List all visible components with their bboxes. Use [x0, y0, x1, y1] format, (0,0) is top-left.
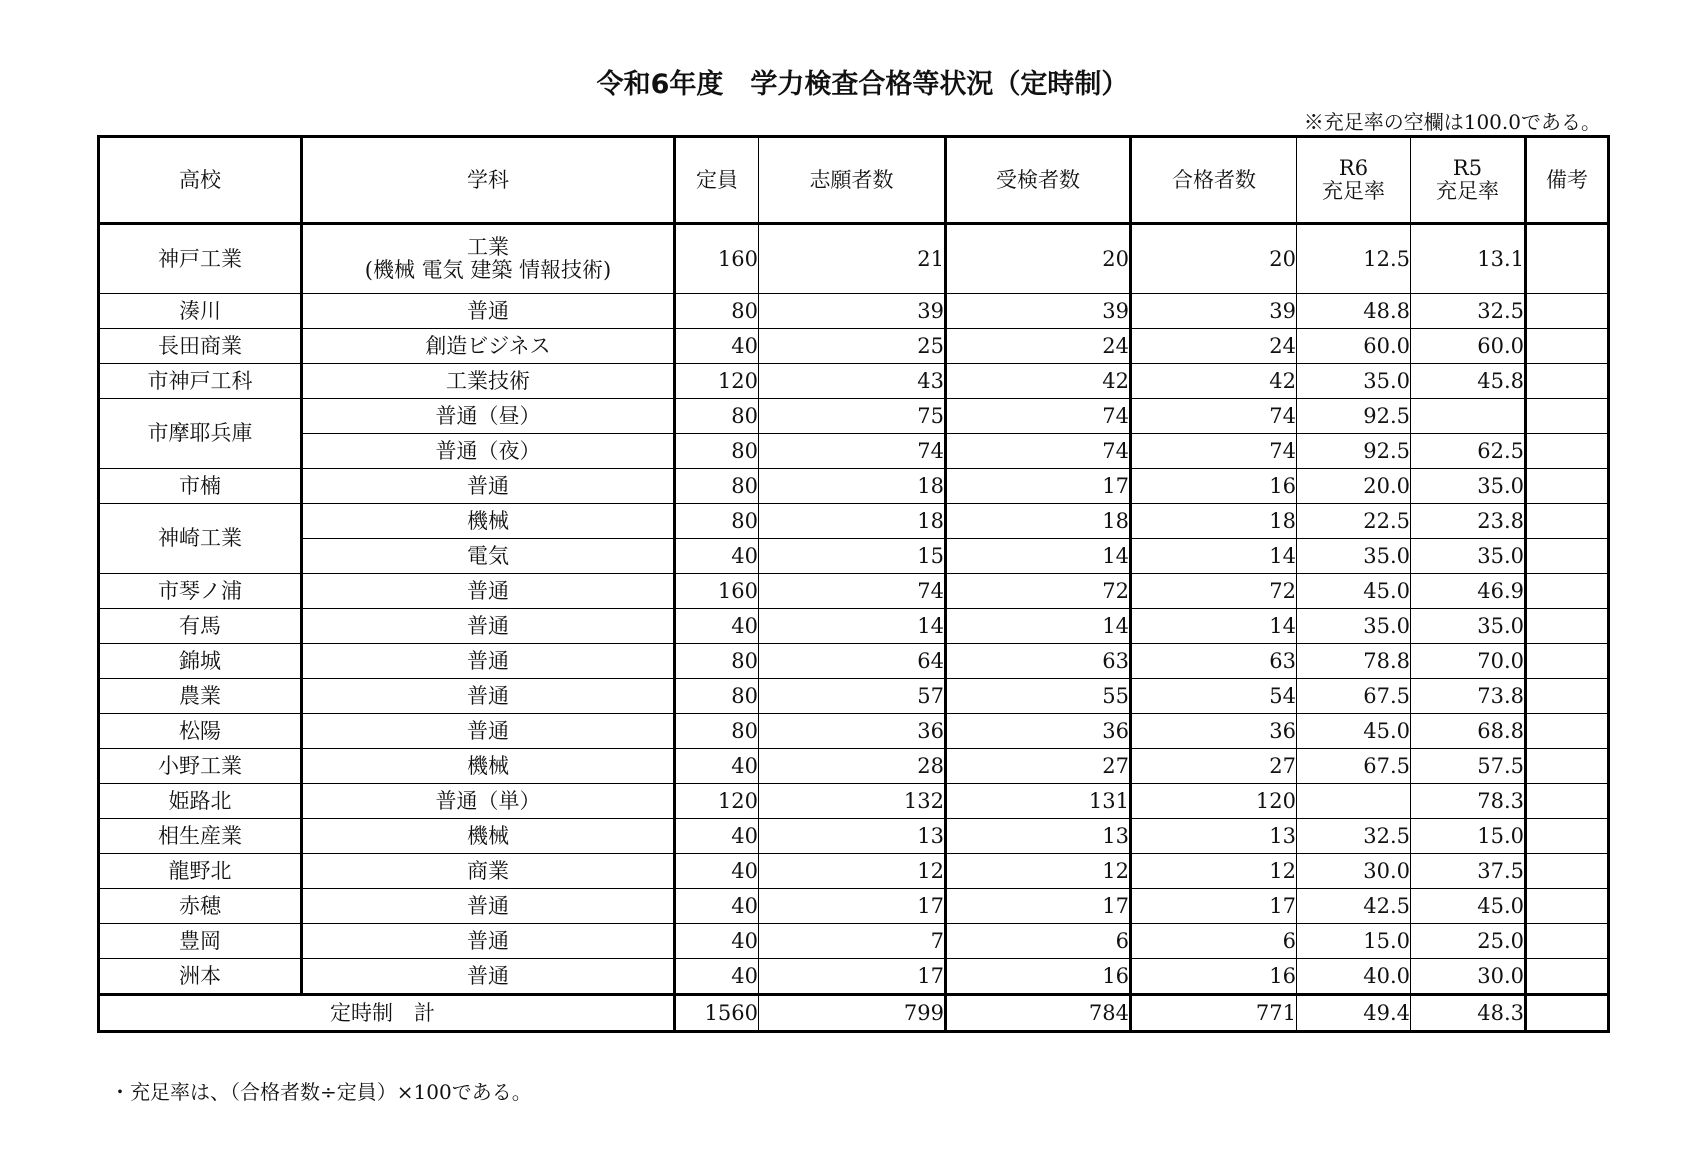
remarks-cell	[1526, 924, 1609, 959]
dept-cell: 普通（単）	[302, 784, 675, 819]
header-r6-rate: 充足率	[1322, 179, 1385, 203]
applicants-cell: 18	[759, 504, 946, 539]
passed-cell: 16	[1131, 959, 1297, 995]
applicants-cell: 74	[759, 434, 946, 469]
dept-cell: 商業	[302, 854, 675, 889]
r5-rate-cell: 30.0	[1411, 959, 1526, 995]
table-row	[99, 959, 1609, 995]
dept-cell: 機械	[302, 749, 675, 784]
table-row	[99, 434, 1609, 469]
remarks-cell	[1526, 679, 1609, 714]
passed-cell: 14	[1131, 539, 1297, 574]
remarks-cell	[1526, 574, 1609, 609]
table-row	[99, 854, 1609, 889]
remarks-cell	[1526, 469, 1609, 504]
r6-rate-cell: 15.0	[1297, 924, 1411, 959]
r5-rate-cell: 60.0	[1411, 329, 1526, 364]
total-label-text: 定時制 計	[330, 1000, 435, 1025]
passed-cell: 74	[1131, 434, 1297, 469]
table-row	[99, 364, 1609, 399]
remarks-cell	[1526, 889, 1609, 924]
total-r6-rate: 49.4	[1297, 995, 1411, 1032]
school-cell: 龍野北	[99, 854, 302, 889]
school-cell: 神崎工業	[99, 504, 302, 574]
applicants-cell: 57	[759, 679, 946, 714]
capacity-cell: 40	[675, 609, 759, 644]
capacity-cell: 40	[675, 959, 759, 995]
table-row	[99, 784, 1609, 819]
examinees-cell: 20	[946, 224, 1131, 294]
r6-rate-cell: 48.8	[1297, 294, 1411, 329]
dept-cell: 普通	[302, 574, 675, 609]
table-row	[99, 819, 1609, 854]
applicants-cell: 28	[759, 749, 946, 784]
r6-rate-cell: 20.0	[1297, 469, 1411, 504]
results-table	[97, 135, 1610, 1033]
header-capacity: 定員	[675, 137, 759, 224]
school-cell: 神戸工業	[99, 224, 302, 294]
dept-cell: 機械	[302, 504, 675, 539]
examinees-cell: 24	[946, 329, 1131, 364]
capacity-cell: 120	[675, 784, 759, 819]
table-row	[99, 609, 1609, 644]
formula-note: ・充足率は、（合格者数÷定員）×100である。	[110, 1080, 532, 1104]
r5-rate-cell: 62.5	[1411, 434, 1526, 469]
header-row	[99, 137, 1609, 224]
dept-subline: (機械 電気 建築 情報技術)	[364, 258, 612, 282]
examinees-cell: 6	[946, 924, 1131, 959]
passed-cell: 120	[1131, 784, 1297, 819]
total-label	[99, 995, 675, 1032]
school-cell: 相生産業	[99, 819, 302, 854]
r5-rate-cell: 35.0	[1411, 469, 1526, 504]
dept-line: 工業	[467, 235, 509, 259]
examinees-cell: 16	[946, 959, 1131, 995]
remarks-cell	[1526, 329, 1609, 364]
examinees-cell: 17	[946, 889, 1131, 924]
total-passed: 771	[1131, 995, 1297, 1032]
applicants-cell: 25	[759, 329, 946, 364]
dept-cell: 普通	[302, 889, 675, 924]
remarks-cell	[1526, 434, 1609, 469]
r6-rate-cell: 92.5	[1297, 434, 1411, 469]
r5-rate-cell: 70.0	[1411, 644, 1526, 679]
table-row	[99, 574, 1609, 609]
applicants-cell: 75	[759, 399, 946, 434]
applicants-cell: 15	[759, 539, 946, 574]
examinees-cell: 18	[946, 504, 1131, 539]
r6-rate-cell: 78.8	[1297, 644, 1411, 679]
r5-rate-cell: 57.5	[1411, 749, 1526, 784]
r5-rate-cell: 68.8	[1411, 714, 1526, 749]
dept-cell: 普通	[302, 924, 675, 959]
header-applicants: 志願者数	[759, 137, 946, 224]
capacity-cell: 80	[675, 294, 759, 329]
r5-rate-cell: 37.5	[1411, 854, 1526, 889]
dept-cell: 創造ビジネス	[302, 329, 675, 364]
remarks-cell	[1526, 294, 1609, 329]
capacity-cell: 80	[675, 714, 759, 749]
passed-cell: 24	[1131, 329, 1297, 364]
header-r6	[1297, 137, 1411, 224]
capacity-cell: 80	[675, 399, 759, 434]
dept-cell: 普通	[302, 679, 675, 714]
applicants-cell: 17	[759, 959, 946, 995]
dept-cell: 機械	[302, 819, 675, 854]
capacity-cell: 80	[675, 434, 759, 469]
dept-cell: 電気	[302, 539, 675, 574]
remarks-cell	[1526, 539, 1609, 574]
r5-rate-cell: 73.8	[1411, 679, 1526, 714]
table-row	[99, 749, 1609, 784]
r6-rate-cell: 67.5	[1297, 749, 1411, 784]
passed-cell: 17	[1131, 889, 1297, 924]
dept-cell: 普通	[302, 294, 675, 329]
examinees-cell: 36	[946, 714, 1131, 749]
r5-rate-cell: 35.0	[1411, 539, 1526, 574]
capacity-cell: 40	[675, 889, 759, 924]
remarks-cell	[1526, 784, 1609, 819]
passed-cell: 16	[1131, 469, 1297, 504]
examinees-cell: 13	[946, 819, 1131, 854]
applicants-cell: 14	[759, 609, 946, 644]
examinees-cell: 14	[946, 609, 1131, 644]
table-row	[99, 679, 1609, 714]
header-r5-year: R5	[1452, 156, 1483, 180]
r6-rate-cell: 35.0	[1297, 539, 1411, 574]
applicants-cell: 17	[759, 889, 946, 924]
r5-rate-cell: 25.0	[1411, 924, 1526, 959]
header-r6-year: R6	[1338, 156, 1369, 180]
applicants-cell: 7	[759, 924, 946, 959]
examinees-cell: 42	[946, 364, 1131, 399]
header-dept: 学科	[302, 137, 675, 224]
r6-rate-cell: 60.0	[1297, 329, 1411, 364]
applicants-cell: 21	[759, 224, 946, 294]
table-row	[99, 924, 1609, 959]
r6-rate-cell	[1297, 784, 1411, 819]
school-cell: 洲本	[99, 959, 302, 995]
applicants-cell: 12	[759, 854, 946, 889]
examinees-cell: 74	[946, 399, 1131, 434]
total-row	[99, 995, 1609, 1032]
school-cell: 錦城	[99, 644, 302, 679]
applicants-cell: 13	[759, 819, 946, 854]
remarks-cell	[1526, 399, 1609, 434]
table-row	[99, 889, 1609, 924]
applicants-cell: 74	[759, 574, 946, 609]
school-cell: 松陽	[99, 714, 302, 749]
table-row	[99, 644, 1609, 679]
passed-cell: 42	[1131, 364, 1297, 399]
capacity-cell: 40	[675, 329, 759, 364]
examinees-cell: 17	[946, 469, 1131, 504]
remarks-cell	[1526, 714, 1609, 749]
total-remarks	[1526, 995, 1609, 1032]
remarks-cell	[1526, 819, 1609, 854]
passed-cell: 54	[1131, 679, 1297, 714]
table-row	[99, 714, 1609, 749]
capacity-cell: 160	[675, 224, 759, 294]
header-r5	[1411, 137, 1526, 224]
dept-cell: 普通	[302, 609, 675, 644]
capacity-cell: 80	[675, 679, 759, 714]
r6-rate-cell: 32.5	[1297, 819, 1411, 854]
school-cell: 姫路北	[99, 784, 302, 819]
table-row	[99, 469, 1609, 504]
table-row	[99, 539, 1609, 574]
passed-cell: 18	[1131, 504, 1297, 539]
r6-rate-cell: 12.5	[1297, 224, 1411, 294]
table-row	[99, 504, 1609, 539]
dept-cell: 普通（夜）	[302, 434, 675, 469]
passed-cell: 36	[1131, 714, 1297, 749]
passed-cell: 6	[1131, 924, 1297, 959]
remarks-cell	[1526, 224, 1609, 294]
dept-cell	[302, 224, 675, 294]
applicants-cell: 36	[759, 714, 946, 749]
capacity-cell: 40	[675, 539, 759, 574]
header-r5-rate: 充足率	[1436, 179, 1499, 203]
r5-rate-cell: 35.0	[1411, 609, 1526, 644]
passed-cell: 63	[1131, 644, 1297, 679]
remarks-cell	[1526, 644, 1609, 679]
remarks-cell	[1526, 749, 1609, 784]
r5-rate-cell: 45.8	[1411, 364, 1526, 399]
r5-rate-cell: 46.9	[1411, 574, 1526, 609]
dept-cell: 普通	[302, 959, 675, 995]
school-cell: 長田商業	[99, 329, 302, 364]
dept-cell: 普通	[302, 644, 675, 679]
passed-cell: 12	[1131, 854, 1297, 889]
school-cell: 豊岡	[99, 924, 302, 959]
r6-rate-cell: 45.0	[1297, 574, 1411, 609]
passed-cell: 74	[1131, 399, 1297, 434]
total-applicants: 799	[759, 995, 946, 1032]
r5-rate-cell	[1411, 399, 1526, 434]
examinees-cell: 14	[946, 539, 1131, 574]
school-cell: 市楠	[99, 469, 302, 504]
r5-rate-cell: 32.5	[1411, 294, 1526, 329]
table-row	[99, 294, 1609, 329]
passed-cell: 20	[1131, 224, 1297, 294]
remarks-cell	[1526, 364, 1609, 399]
school-cell: 市神戸工科	[99, 364, 302, 399]
passed-cell: 39	[1131, 294, 1297, 329]
school-cell: 農業	[99, 679, 302, 714]
examinees-cell: 27	[946, 749, 1131, 784]
examinees-cell: 55	[946, 679, 1131, 714]
r6-rate-cell: 92.5	[1297, 399, 1411, 434]
remarks-cell	[1526, 854, 1609, 889]
school-cell: 市摩耶兵庫	[99, 399, 302, 469]
school-cell: 湊川	[99, 294, 302, 329]
applicants-cell: 132	[759, 784, 946, 819]
header-examinees: 受検者数	[946, 137, 1131, 224]
r6-rate-cell: 35.0	[1297, 364, 1411, 399]
dept-cell: 普通（昼）	[302, 399, 675, 434]
dept-cell: 工業技術	[302, 364, 675, 399]
examinees-cell: 12	[946, 854, 1131, 889]
capacity-cell: 40	[675, 924, 759, 959]
capacity-cell: 80	[675, 504, 759, 539]
header-school: 高校	[99, 137, 302, 224]
blank-cell-note: ※充足率の空欄は100.0である。	[1303, 110, 1601, 134]
school-cell: 市琴ノ浦	[99, 574, 302, 609]
r5-rate-cell: 78.3	[1411, 784, 1526, 819]
passed-cell: 27	[1131, 749, 1297, 784]
total-examinees: 784	[946, 995, 1131, 1032]
page-title: 令和6年度 学力検査合格等状況（定時制）	[596, 69, 1129, 100]
passed-cell: 13	[1131, 819, 1297, 854]
capacity-cell: 40	[675, 749, 759, 784]
r5-rate-cell: 45.0	[1411, 889, 1526, 924]
school-cell: 赤穂	[99, 889, 302, 924]
examinees-cell: 63	[946, 644, 1131, 679]
remarks-cell	[1526, 504, 1609, 539]
capacity-cell: 80	[675, 644, 759, 679]
header-passed: 合格者数	[1131, 137, 1297, 224]
applicants-cell: 64	[759, 644, 946, 679]
examinees-cell: 131	[946, 784, 1131, 819]
r6-rate-cell: 45.0	[1297, 714, 1411, 749]
applicants-cell: 39	[759, 294, 946, 329]
school-cell: 小野工業	[99, 749, 302, 784]
table-row	[99, 399, 1609, 434]
capacity-cell: 160	[675, 574, 759, 609]
total-r5-rate: 48.3	[1411, 995, 1526, 1032]
r6-rate-cell: 67.5	[1297, 679, 1411, 714]
table-row	[99, 224, 1609, 294]
dept-cell: 普通	[302, 469, 675, 504]
r6-rate-cell: 35.0	[1297, 609, 1411, 644]
capacity-cell: 40	[675, 854, 759, 889]
passed-cell: 72	[1131, 574, 1297, 609]
r6-rate-cell: 40.0	[1297, 959, 1411, 995]
school-cell: 有馬	[99, 609, 302, 644]
remarks-cell	[1526, 609, 1609, 644]
table-row	[99, 329, 1609, 364]
r5-rate-cell: 15.0	[1411, 819, 1526, 854]
remarks-cell	[1526, 959, 1609, 995]
total-capacity: 1560	[675, 995, 759, 1032]
applicants-cell: 18	[759, 469, 946, 504]
capacity-cell: 80	[675, 469, 759, 504]
r5-rate-cell: 13.1	[1411, 224, 1526, 294]
examinees-cell: 39	[946, 294, 1131, 329]
r6-rate-cell: 42.5	[1297, 889, 1411, 924]
applicants-cell: 43	[759, 364, 946, 399]
header-remarks: 備考	[1526, 137, 1609, 224]
r5-rate-cell: 23.8	[1411, 504, 1526, 539]
capacity-cell: 40	[675, 819, 759, 854]
r6-rate-cell: 30.0	[1297, 854, 1411, 889]
examinees-cell: 74	[946, 434, 1131, 469]
passed-cell: 14	[1131, 609, 1297, 644]
dept-cell: 普通	[302, 714, 675, 749]
capacity-cell: 120	[675, 364, 759, 399]
examinees-cell: 72	[946, 574, 1131, 609]
r6-rate-cell: 22.5	[1297, 504, 1411, 539]
